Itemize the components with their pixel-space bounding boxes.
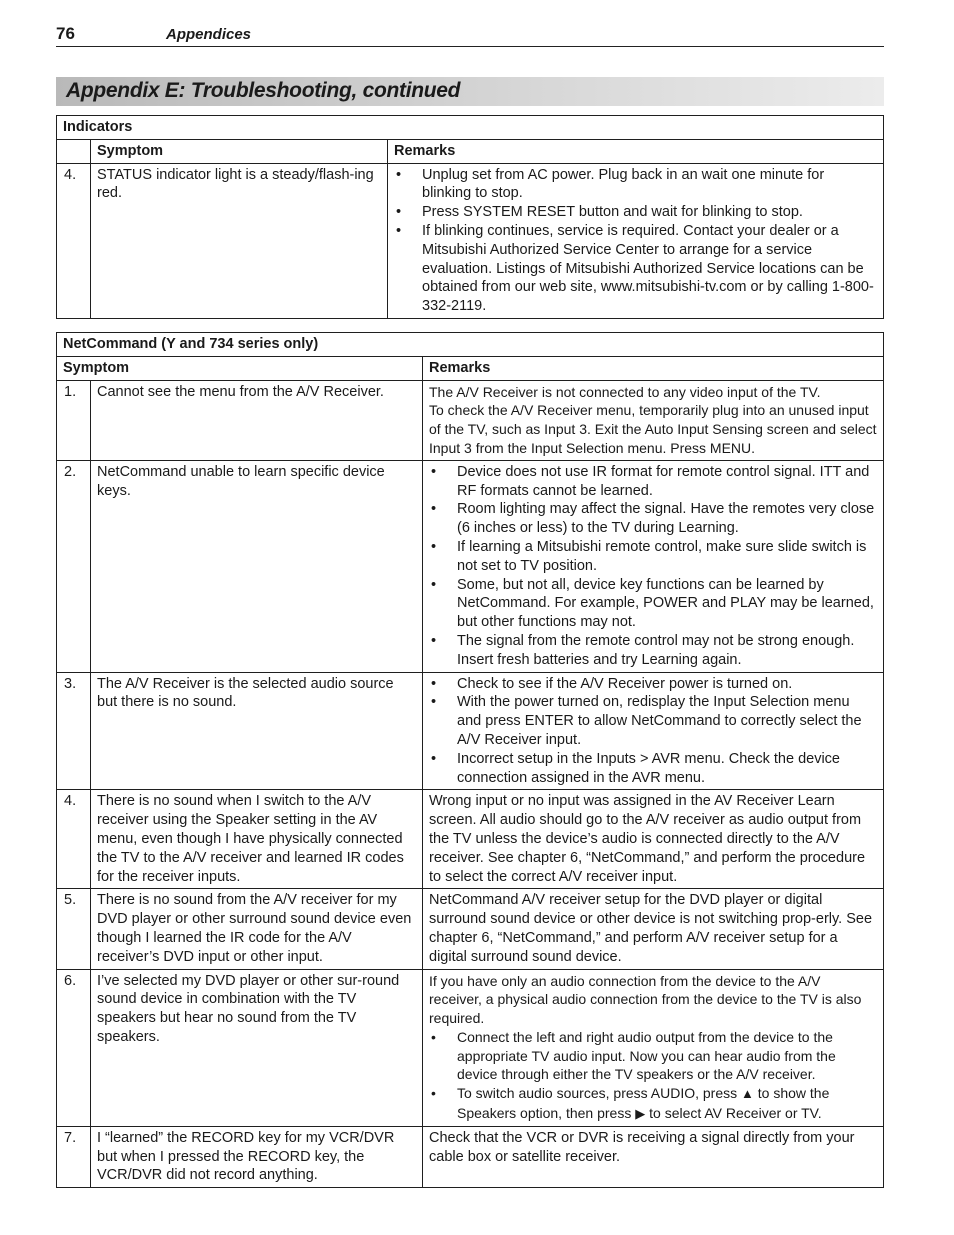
table-row — [57, 380, 884, 460]
table-row — [57, 672, 884, 790]
section-name: Appendices — [166, 26, 252, 43]
netcommand-heading: NetCommand (Y and 734 series only) — [57, 333, 884, 357]
netcommand-table — [56, 332, 884, 1188]
remarks-cell: NetCommand A/V receiver setup for the DVD player or digital surround sound device or other device is not switching prop-erly. See chapter 6, “NetCommand,” and perform A/V receiver setup for a digital surround sound device. — [423, 889, 884, 969]
symptom-cell: The A/V Receiver is the selected audio source but there is no sound. — [91, 672, 423, 790]
symptom-cell: There is no sound from the A/V receiver for my DVD player or other surround sound device even though I learned the IR code for the A/V receiver’s DVD input or other input. — [91, 889, 423, 969]
remark-text: If you have only an audio connection from the device to the A/V receiver, a physical audio connection from the device to the TV is also required. — [429, 972, 862, 1027]
remark-text: The A/V Receiver is not connected to any video input of the TV. — [429, 383, 821, 400]
remark-bullet: • Device does not use IR format for remote control signal. ITT and RF formats cannot be learned. — [429, 463, 877, 501]
remark-bullet: • If learning a Mitsubishi remote control, make sure slide switch is not set to TV position. — [429, 538, 877, 576]
remarks-column-header: Remarks — [423, 356, 884, 380]
remark-bullet: • Some, but not all, device key functions can be learned by NetCommand. For example, POWER and PLAY may be learned, but other functions may not. — [429, 576, 877, 632]
page-title: Appendix E: Troubleshooting, continued — [66, 79, 461, 102]
remarks-column-header: Remarks — [388, 139, 884, 163]
remark-text-part: to select AV Receiver or TV. — [649, 1105, 822, 1122]
table-row — [57, 460, 884, 672]
row-number: 3. — [57, 672, 91, 790]
remarks-cell — [388, 163, 884, 318]
remark-bullet — [429, 1084, 877, 1124]
remarks-cell — [423, 460, 884, 672]
right-arrow-icon: ▶ — [635, 1106, 646, 1122]
up-arrow-icon: ▲ — [741, 1086, 754, 1102]
row-number: 4. — [57, 790, 91, 889]
table-row — [57, 790, 884, 889]
page-header — [56, 24, 884, 47]
symptom-cell: I’ve selected my DVD player or other sur-round sound device in combination with the TV speakers but hear no sound from the TV speakers. — [91, 969, 423, 1126]
table-row — [57, 889, 884, 969]
row-number: 6. — [57, 969, 91, 1126]
row-number: 2. — [57, 460, 91, 672]
table-row — [57, 163, 884, 318]
indicators-heading: Indicators — [57, 116, 884, 140]
symptom-cell: I “learned” the RECORD key for my VCR/DVR but when I pressed the RECORD key, the VCR/DVR did not record anything. — [91, 1126, 423, 1187]
remark-text-part: to show the Speakers option, then press — [457, 1085, 830, 1122]
title-bar — [56, 77, 884, 106]
table-row — [57, 1126, 884, 1187]
row-number: 7. — [57, 1126, 91, 1187]
remark-text-part: To switch audio sources, press AUDIO, press — [457, 1085, 738, 1102]
remarks-cell — [423, 380, 884, 460]
symptom-cell: STATUS indicator light is a steady/flash-ing red. — [91, 163, 388, 318]
symptom-cell: There is no sound when I switch to the A/V receiver using the Speaker setting in the AV menu, even though I have physically connected the TV to the A/V receiver and learned IR codes for the receiver inputs. — [91, 790, 423, 889]
remark-bullet: • Unplug set from AC power. Plug back in an wait one minute for blinking to stop. — [394, 166, 877, 204]
remarks-cell — [423, 672, 884, 790]
page-number: 76 — [56, 24, 75, 43]
remarks-cell: Wrong input or no input was assigned in the AV Receiver Learn screen. All audio should go to the A/V receiver as audio output from the TV unless the device’s audio is connected directly to the A/V receiver. See chapter 6, “NetCommand,” and perform the procedure to select the correct A/V receiver input. — [423, 790, 884, 889]
remark-bullet: • Press SYSTEM RESET button and wait for blinking to stop. — [394, 203, 877, 222]
row-number: 5. — [57, 889, 91, 969]
remarks-cell — [423, 969, 884, 1126]
symptom-cell: Cannot see the menu from the A/V Receiver. — [91, 380, 423, 460]
remarks-cell: Check that the VCR or DVR is receiving a signal directly from your cable box or satellite receiver. — [423, 1126, 884, 1187]
remark-bullet: • If blinking continues, service is required. Contact your dealer or a Mitsubishi Authorized Service Center to arrange for a service evaluation. Listings of Mitsubishi Authorized Service locations can be obtained from our web site, www.mitsubishi-tv.com or by calling 1-800-332-2119. — [394, 222, 877, 316]
remark-bullet: • The signal from the remote control may not be strong enough. Insert fresh batteries and try Learning again. — [429, 632, 877, 670]
symptom-column-header: Symptom — [57, 356, 423, 380]
header-spacer — [57, 139, 91, 163]
indicators-table — [56, 115, 884, 319]
remark-bullet: • Room lighting may affect the signal. Have the remotes very close (6 inches or less) to the TV during Learning. — [429, 500, 877, 538]
symptom-column-header: Symptom — [91, 139, 388, 163]
table-row — [57, 969, 884, 1126]
symptom-cell: NetCommand unable to learn specific device keys. — [91, 460, 423, 672]
row-number: 1. — [57, 380, 91, 460]
remark-bullet: • Connect the left and right audio output from the device to the appropriate TV audio input. Now you can hear audio from the device through either the TV speakers or the A/V receiver. — [429, 1028, 877, 1084]
remark-bullet: • Check to see if the A/V Receiver power is turned on. — [429, 675, 877, 694]
remark-bullet: • With the power turned on, redisplay the Input Selection menu and press ENTER to allow NetCommand to correctly select the A/V Receiver input. — [429, 693, 877, 749]
row-number: 4. — [57, 163, 91, 318]
remark-bullet: • Incorrect setup in the Inputs > AVR menu. Check the device connection assigned in the AVR menu. — [429, 750, 877, 788]
remark-text: To check the A/V Receiver menu, temporarily plug into an unused input of the TV, such as Input 3. Exit the Auto Input Sensing screen and select Input 3 from the Input Selection menu. Press MENU. — [429, 402, 877, 456]
